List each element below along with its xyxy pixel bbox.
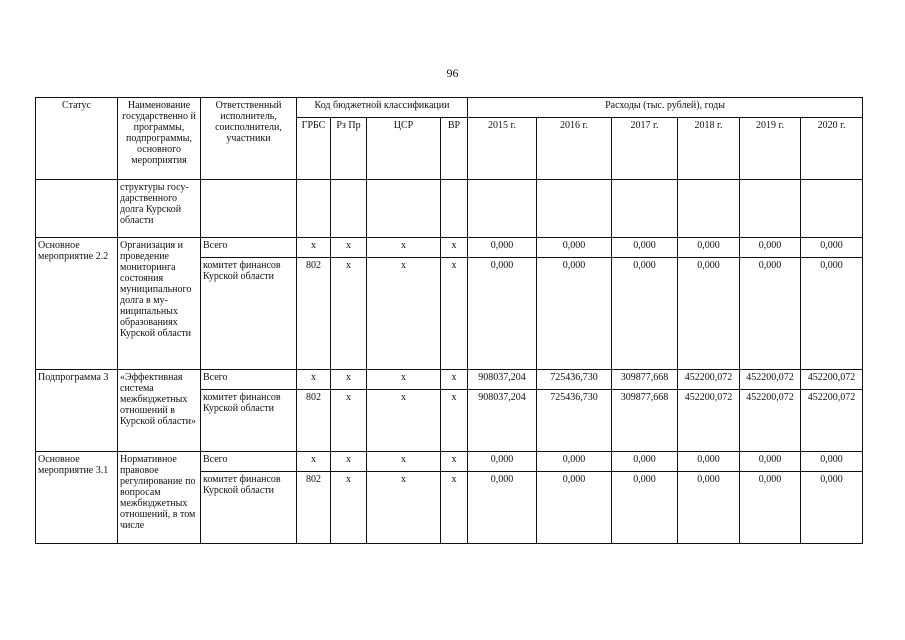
header-csr: ЦСР [367,118,441,180]
cell-grbs: х [297,452,331,472]
cell-value: 0,000 [468,472,537,544]
header-grbs: ГРБС [297,118,331,180]
cell-value: 452200,072 [801,390,863,452]
cell-value: 452200,072 [740,370,801,390]
cell-value: 0,000 [801,452,863,472]
cell-rzpr: х [331,258,367,370]
budget-table [35,97,863,544]
cell-value: 0,000 [678,472,740,544]
cell-value: 0,000 [740,472,801,544]
row-name: Организация и проведение мониторинга состояния муниципального долга в му-ниципальных образованиях Курской области [118,238,201,370]
cell-value: 0,000 [612,452,678,472]
cell-vr: х [441,370,468,390]
row-executor: комитет финансов Курской области [201,472,297,544]
cell-rzpr: х [331,452,367,472]
cell-value: 0,000 [468,452,537,472]
cell-value: 0,000 [468,238,537,258]
cell-value: 452200,072 [801,370,863,390]
header-name: Наименование государственно й программы, подпрограммы, основного мероприятия [118,98,201,180]
cell-vr: х [441,472,468,544]
continuation-name: структуры госу-дарственного долга Курской области [118,180,201,238]
cell-value: 0,000 [537,258,612,370]
cell-vr: х [441,452,468,472]
cell-value: 0,000 [537,452,612,472]
header-rzpr: Рз Пр [331,118,367,180]
cell-value: 0,000 [678,258,740,370]
row-status: Основное мероприятие 3.1 [36,452,118,544]
cell-value: 908037,204 [468,390,537,452]
cell-csr: х [367,238,441,258]
cell-value: 0,000 [740,238,801,258]
row-executor: Всего [201,452,297,472]
header-year: 2020 г. [801,118,863,180]
row-name: «Эффективная система межбюджетных отношений в Курской области» [118,370,201,452]
cell-csr: х [367,452,441,472]
cell-vr: х [441,390,468,452]
cell-value: 452200,072 [740,390,801,452]
cell-value: 0,000 [612,238,678,258]
cell-csr: х [367,258,441,370]
cell-value: 309877,668 [612,370,678,390]
cell-value: 908037,204 [468,370,537,390]
cell-value: 0,000 [612,472,678,544]
cell-grbs: 802 [297,390,331,452]
cell-value: 0,000 [678,238,740,258]
cell-vr: х [441,238,468,258]
cell-value: 0,000 [740,452,801,472]
page-number: 96 [446,66,459,80]
row-executor: комитет финансов Курской области [201,390,297,452]
row-executor: комитет финансов Курской области [201,258,297,370]
cell-value: 452200,072 [678,390,740,452]
row-name: Нормативное правовое регулирование по вопросам межбюджетных отношений, в том числе [118,452,201,544]
header-vr: ВР [441,118,468,180]
cell-grbs: х [297,370,331,390]
header-year: 2015 г. [468,118,537,180]
header-budget-code: Код бюджетной классификации [297,98,468,118]
header-row-1 [36,98,863,118]
table-row [36,452,863,472]
cell-value: 725436,730 [537,390,612,452]
cell-value: 0,000 [537,472,612,544]
cell-value: 0,000 [537,238,612,258]
cell-rzpr: х [331,238,367,258]
row-executor: Всего [201,238,297,258]
header-year: 2017 г. [612,118,678,180]
cell-rzpr: х [331,390,367,452]
header-year: 2018 г. [678,118,740,180]
header-year: 2019 г. [740,118,801,180]
cell-value: 0,000 [801,258,863,370]
cell-value: 0,000 [678,452,740,472]
header-expenses: Расходы (тыс. рублей), годы [468,98,863,118]
cell-rzpr: х [331,370,367,390]
cell-grbs: х [297,238,331,258]
header-executor: Ответственный исполнитель, соисполнители, участники [201,98,297,180]
cell-value: 0,000 [801,472,863,544]
cell-csr: х [367,390,441,452]
table-row [36,238,863,258]
continuation-row [36,180,863,238]
cell-value: 0,000 [468,258,537,370]
row-status: Основное мероприятие 2.2 [36,238,118,370]
cell-value: 452200,072 [678,370,740,390]
cell-grbs: 802 [297,258,331,370]
header-status: Статус [36,98,118,180]
header-year: 2016 г. [537,118,612,180]
cell-value: 725436,730 [537,370,612,390]
cell-value: 0,000 [612,258,678,370]
cell-csr: х [367,370,441,390]
table-row [36,370,863,390]
row-executor: Всего [201,370,297,390]
cell-vr: х [441,258,468,370]
cell-grbs: 802 [297,472,331,544]
cell-csr: х [367,472,441,544]
cell-rzpr: х [331,472,367,544]
row-status: Подпрограмма 3 [36,370,118,452]
cell-value: 0,000 [740,258,801,370]
cell-value: 0,000 [801,238,863,258]
cell-value: 309877,668 [612,390,678,452]
